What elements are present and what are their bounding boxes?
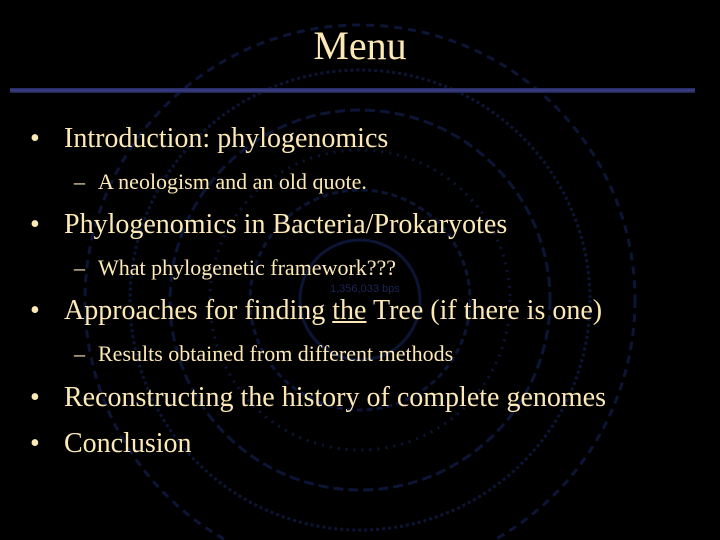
bullet-dot-icon: • [30, 382, 40, 413]
sub-bullet-text: A neologism and an old quote. [98, 169, 367, 194]
bullet-text-pre: Approaches for finding [64, 295, 333, 326]
bullet-text: Reconstructing the history of complete genomes [64, 382, 606, 413]
bullet-text: Conclusion [64, 428, 192, 459]
title-underline-rule [10, 88, 695, 93]
bullet-dot-icon: • [30, 295, 40, 326]
bullet-item [30, 122, 388, 156]
sub-bullet-item [74, 168, 367, 196]
sub-bullet-text: What phylogenetic framework??? [98, 255, 397, 280]
dash-icon: – [74, 255, 85, 280]
slide-title: Menu [313, 23, 407, 68]
sub-bullet-item [74, 254, 396, 282]
bullet-dot-icon: • [30, 123, 40, 154]
bullet-item [30, 427, 192, 461]
bullet-text-post: Tree (if there is one) [366, 295, 603, 326]
dash-icon: – [74, 169, 85, 194]
sub-bullet-text: Results obtained from different methods [98, 341, 454, 366]
bullet-text: Introduction: phylogenomics [64, 123, 389, 154]
bullet-text-underlined: the [332, 295, 367, 326]
background-label: 1,356,033 bps [330, 283, 400, 295]
bullet-item [30, 294, 602, 328]
bullet-dot-icon: • [30, 428, 40, 459]
bullet-item [30, 381, 606, 415]
bullet-item [30, 208, 507, 242]
bullet-dot-icon: • [30, 209, 40, 240]
bullet-text: Phylogenomics in Bacteria/Prokaryotes [64, 209, 508, 240]
dash-icon: – [74, 341, 85, 366]
sub-bullet-item [74, 340, 453, 368]
